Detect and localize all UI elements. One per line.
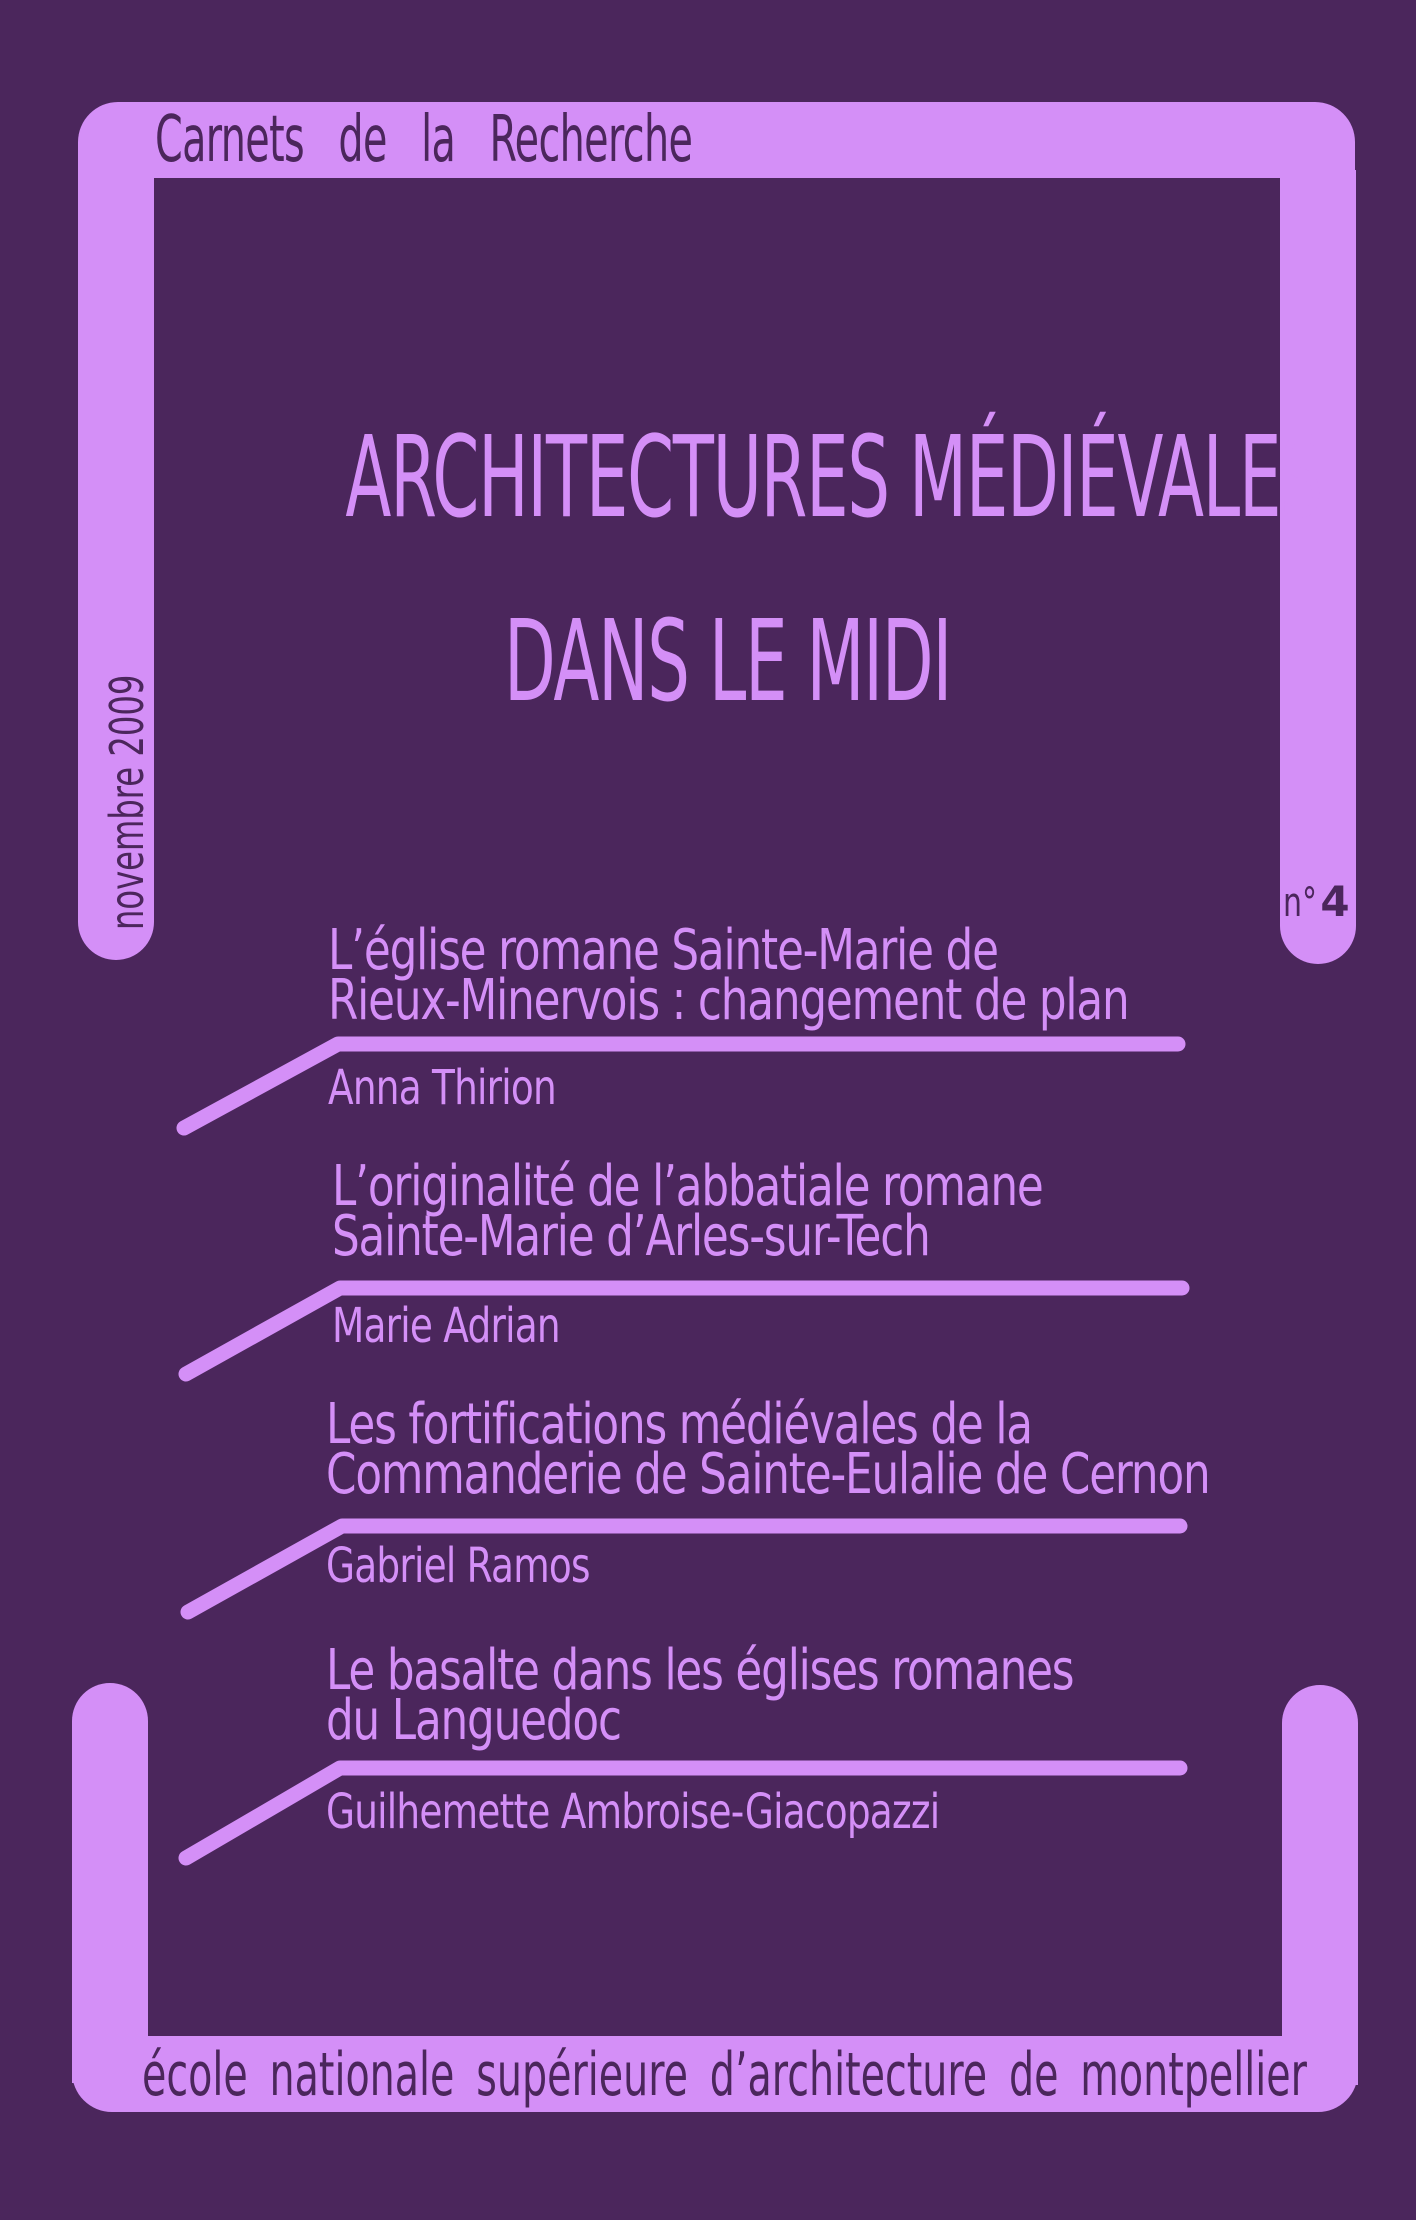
- issue-prefix: n°: [1283, 880, 1318, 926]
- article-title-2: [332, 1154, 1043, 1269]
- main-title-text-1: ARCHITECTURES MÉDIÉVALES: [345, 413, 1322, 543]
- article-title-1-line-2: Rieux-Minervois : changement de plan: [328, 968, 1129, 1033]
- article-title-1: [328, 918, 1129, 1033]
- article-title-4-line-1: Le basalte dans les églises romanes: [326, 1638, 1074, 1703]
- article-title-1-line-1: L’église romane Sainte-Marie de: [328, 918, 998, 983]
- series-title: Carnets de la Recherche: [155, 103, 693, 177]
- article-title-4: [326, 1638, 1074, 1753]
- article-author-3: Gabriel Ramos: [326, 1538, 590, 1594]
- publication-date: novembre 2009: [100, 674, 154, 930]
- article-title-3: [326, 1392, 1210, 1507]
- article-title-2-line-2: Sainte-Marie d’Arles-sur-Tech: [332, 1204, 930, 1269]
- main-title-text-2: DANS LE MIDI: [504, 597, 952, 727]
- article-author-4: Guilhemette Ambroise-Giacopazzi: [326, 1784, 940, 1840]
- article-title-3-line-2: Commanderie de Sainte-Eulalie de Cernon: [326, 1442, 1210, 1507]
- publisher-name: école nationale supérieure d’architecture de montpellier: [142, 2040, 1307, 2110]
- article-author-1: Anna Thirion: [328, 1060, 556, 1116]
- article-title-2-line-1: L’originalité de l’abbatiale romane: [332, 1154, 1043, 1219]
- article-title-3-line-1: Les fortifications médiévales de la: [326, 1392, 1032, 1457]
- article-author-2: Marie Adrian: [332, 1298, 560, 1354]
- issue-number-value: 4: [1320, 877, 1350, 926]
- article-title-4-line-2: du Languedoc: [326, 1688, 621, 1753]
